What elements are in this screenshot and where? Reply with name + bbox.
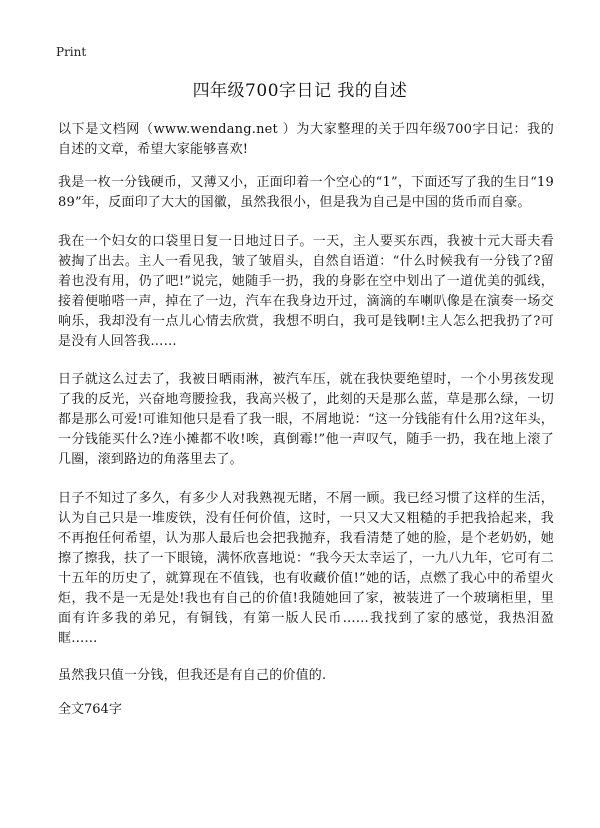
- page-title: 四年级700字日记 我的自述: [192, 81, 408, 101]
- intro-paragraph: 以下是文档网（www.wendang.net ）为大家整理的关于四年级700字日记：我的自述的文章，希望大家能够喜欢!: [58, 122, 554, 157]
- body-paragraph: 日子就这么过去了，我被日晒雨淋，被汽车压，就在我快要绝望时，一个小男孩发现了我的反光，兴奋地弯腰捡我，我高兴极了，此刻的天是那么蓝，草是那么绿，一切都是那么可爱!可谁知他只是看了我一眼，不屑地说：“这一分钱能有什么用?这年头，一分钱能买什么?连小摊都不收!唉，真倒霉!”他一声叹气，随手一扔，我在地上滚了几圈，滚到路边的角落里去了。: [58, 372, 554, 467]
- closing-paragraph: 虽然我只值一分钱，但我还是有自己的价值的.: [58, 668, 327, 683]
- body-paragraph: 我在一个妇女的口袋里日复一日地过日子。一天，主人要买东西，我被十元大哥夫看被掏了出去。主人一看见我，皱了皱眉头，自然自语道：“什么时候我有一分钱了?留着也没有用，仍了吧!”说完，她随手一扔，我的身影在空中划出了一道优美的弧线，接着便啪嗒一声，掉在了一边，汽车在我身边开过，滴滴的车喇叭像是在演奏一场交响乐，我却没有一点儿心情去欣赏，我想不明白，我可是钱啊!主人怎么把我扔了?可是没有人回答我……: [58, 234, 554, 349]
- print-link[interactable]: Print: [56, 45, 87, 59]
- body-paragraph: 我是一枚一分钱硬币，又薄又小，正面印着一个空心的“1”，下面还写了我的生日“1989”年，反面印了大大的国徽，虽然我很小，但是我为自己是中国的货币而自豪。: [58, 175, 554, 210]
- word-count: 全文764字: [58, 702, 122, 717]
- body-paragraph: 日子不知过了多久，有多少人对我熟视无睹，不屑一顾。我已经习惯了这样的生活，认为自己只是一堆废铁，没有任何价值，这时，一只又大又粗糙的手把我拾起来，我不再抱任何希望，认为那人最后也会把我抛弃，我看清楚了她的脸，是个老奶奶，她擦了擦我，扶了一下眼镜，满怀欣喜地说：“我今天太幸运了，一九八九年，它可有二十五年的历史了，就算现在不值钱，也有收藏价值!”她的话，点燃了我心中的希望火炬，我不是一无是处!我也有自己的价值!我随她回了家，被装进了一个玻璃柜里，里面有许多我的弟兄，有铜钱，有第一版人民币……我找到了家的感觉，我热泪盈眶……: [58, 491, 554, 646]
- article-body: [58, 120, 554, 720]
